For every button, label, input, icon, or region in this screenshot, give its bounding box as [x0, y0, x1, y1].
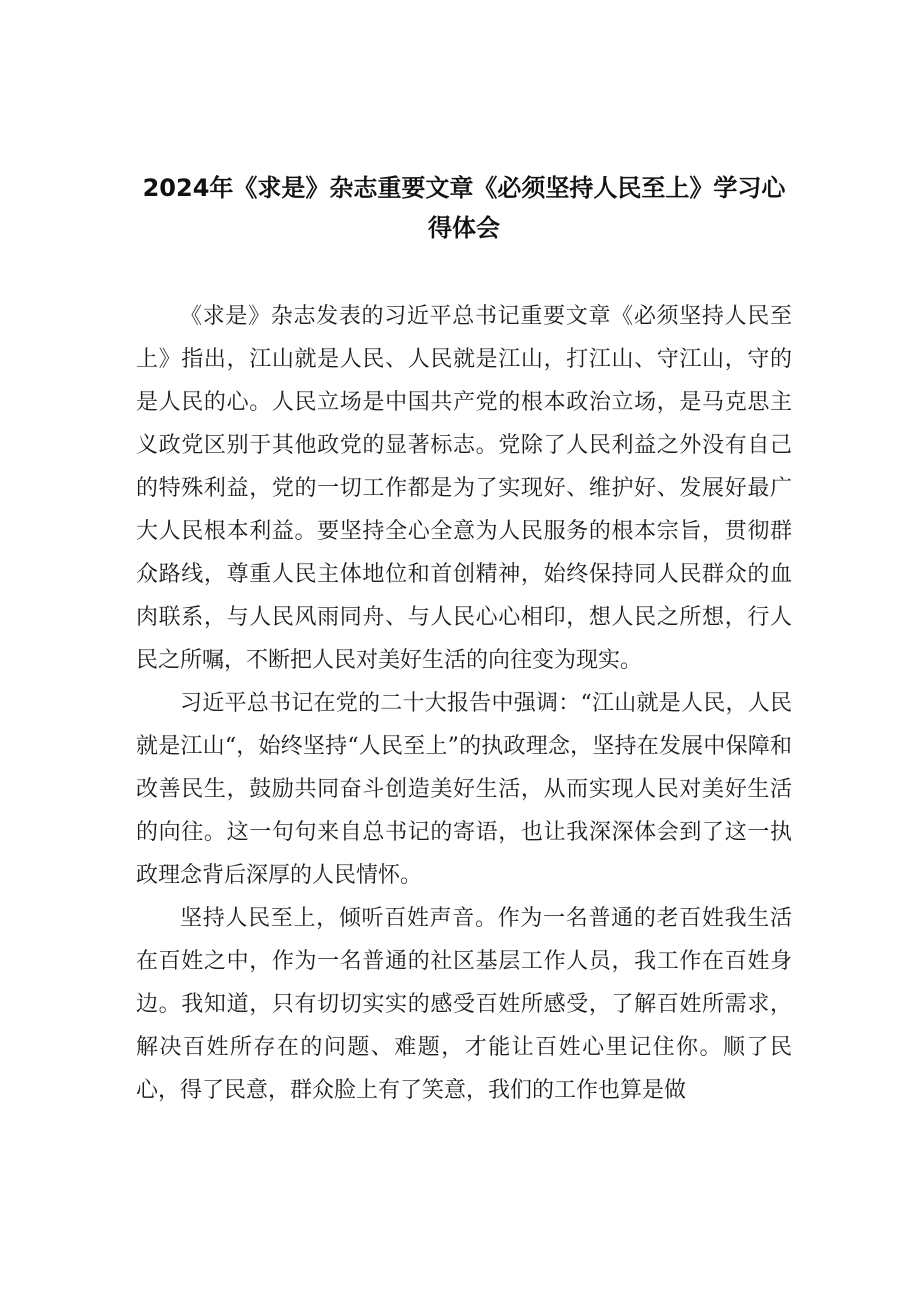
- paragraph-3: 坚持人民至上，倾听百姓声音。作为一名普通的老百姓我生活在百姓之中，作为一名普通的社区基层工作人员，我工作在百姓身边。我知道，只有切切实实的感受百姓所感受，了解百姓所需求，解决百姓所存在的问题、难题，才能让百姓心里记住你。顺了民心，得了民意，群众脸上有了笑意，我们的工作也算是做: [136, 906, 792, 1103]
- document-body: [136, 295, 792, 1112]
- document-title: 2024年《求是》杂志重要文章《必须坚持人民至上》学习心得体会: [142, 174, 786, 242]
- paragraph-2: 习近平总书记在党的二十大报告中强调：“江山就是人民，人民就是江山“，始终坚持“人民至上”的执政理念，坚持在发展中保障和改善民生，鼓励共同奋斗创造美好生活，从而实现人民对美好生活的向往。这一句句来自总书记的寄语，也让我深深体会到了这一执政理念背后深厚的人民情怀。: [136, 691, 792, 888]
- paragraph-1: 《求是》杂志发表的习近平总书记重要文章《必须坚持人民至上》指出，江山就是人民、人民就是江山，打江山、守江山，守的是人民的心。人民立场是中国共产党的根本政治立场，是马克思主义政党区别于其他政党的显著标志。党除了人民利益之外没有自己的特殊利益，党的一切工作都是为了实现好、维护好、发展好最广大人民根本利益。要坚持全心全意为人民服务的根本宗旨，贯彻群众路线，尊重人民主体地位和首创精神，始终保持同人民群众的血肉联系，与人民风雨同舟、与人民心心相印，想人民之所想，行人民之所嘱，不断把人民对美好生活的向往变为现实。: [136, 304, 792, 673]
